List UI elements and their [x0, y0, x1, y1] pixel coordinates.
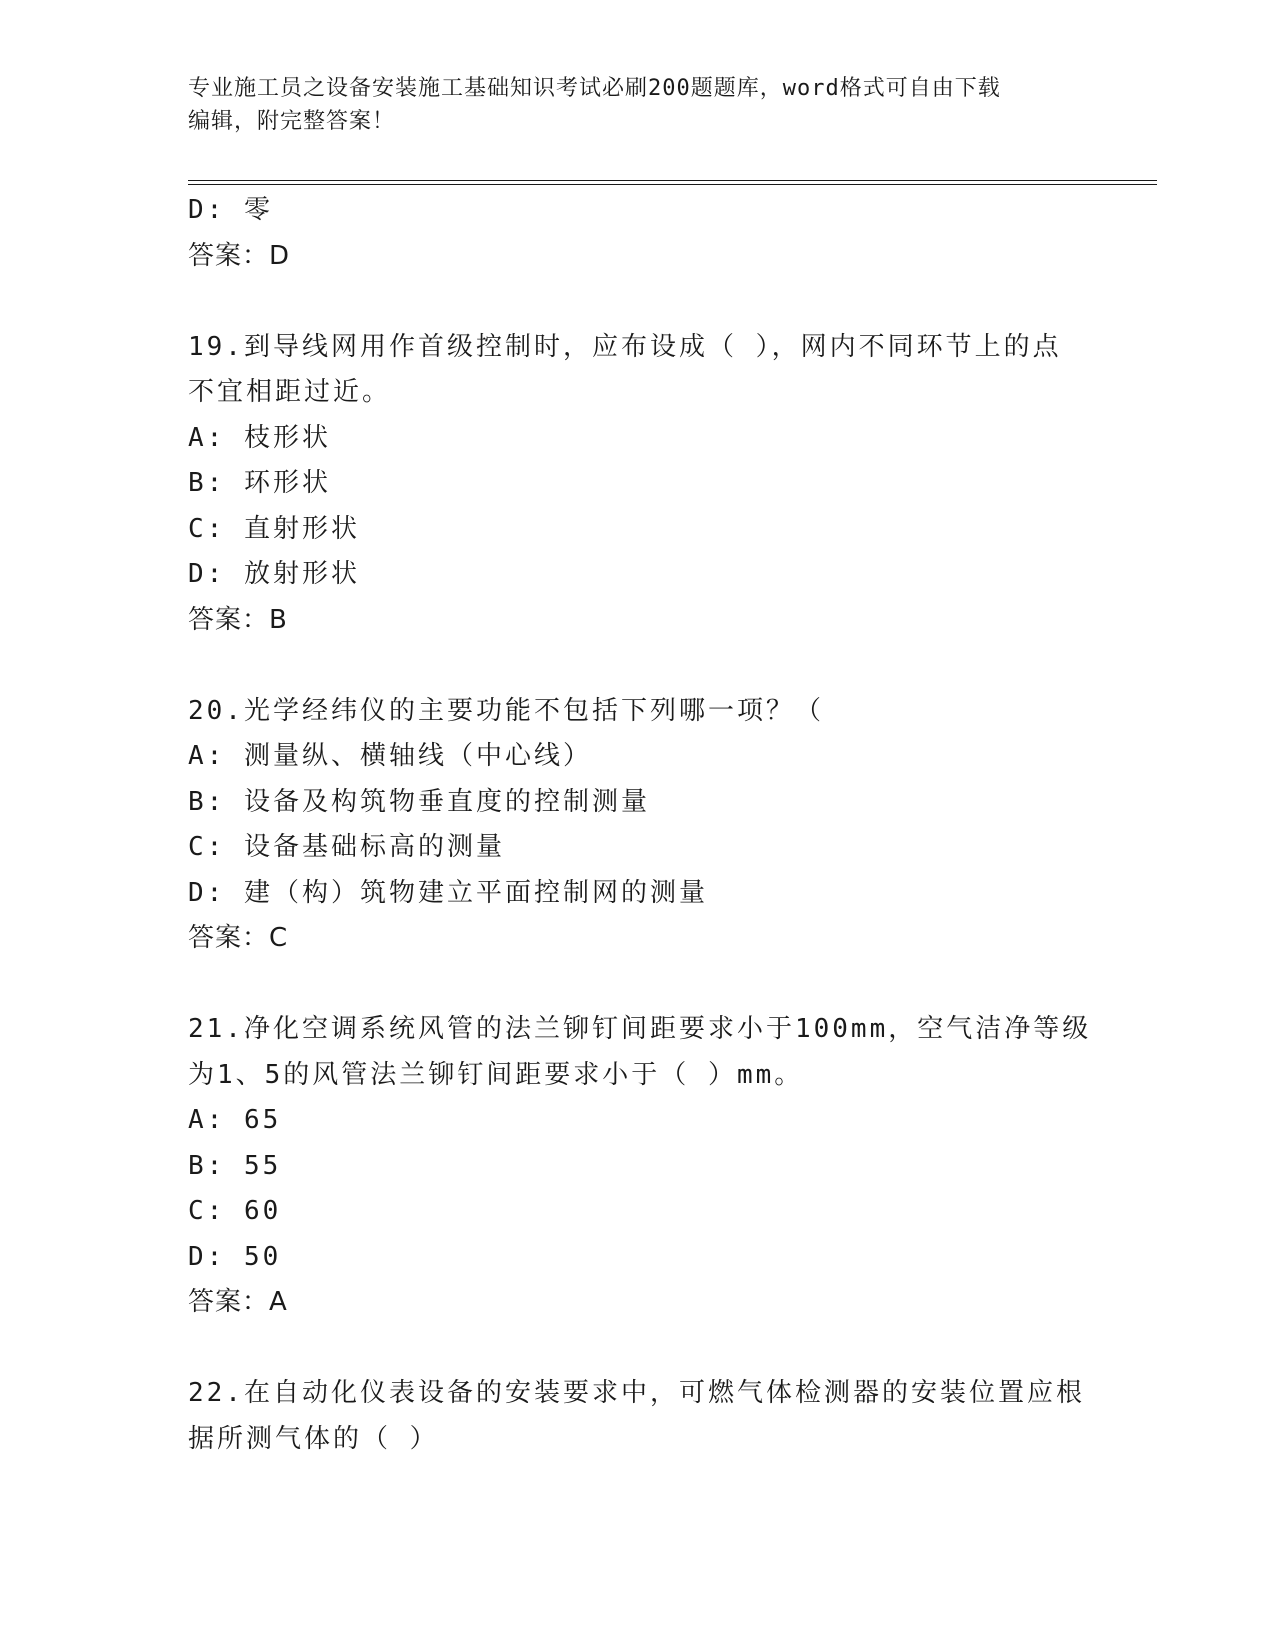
q20-option-d: D: 建（构）筑物建立平面控制网的测量: [188, 877, 708, 908]
q19-answer: 答案：B: [188, 604, 288, 635]
q20-option-c: C: 设备基础标高的测量: [188, 832, 505, 862]
prev-answer: 答案：D: [188, 240, 291, 271]
document-header: [188, 72, 1088, 138]
header-divider-bottom: [188, 184, 1157, 185]
q20-option-b: B: 设备及构筑物垂直度的控制测量: [188, 786, 650, 817]
spacer: [188, 643, 1088, 689]
q21-option-c: C: 60: [188, 1196, 282, 1226]
header-divider-top: [188, 180, 1157, 181]
q19-stem-line-2: 不宜相距过近。: [188, 377, 392, 407]
q21-stem-line-1: 21.净化空调系统风管的法兰铆钉间距要求小于100mm，空气洁净等级: [188, 1014, 1092, 1044]
spacer: [188, 1326, 1088, 1372]
q20-answer: 答案：C: [188, 923, 289, 953]
q21-answer: 答案：A: [188, 1287, 288, 1317]
q20-option-a: A: 测量纵、横轴线（中心线）: [188, 741, 592, 771]
prev-option-d: D: 零: [188, 195, 273, 225]
q19-option-b: B: 环形状: [188, 468, 331, 498]
q22-stem-line-2: 据所测气体的（ ）: [188, 1423, 439, 1454]
document-body: [188, 188, 1092, 1462]
spacer: [188, 962, 1088, 1008]
q19-stem-line-1: 19.到导线网用作首级控制时，应布设成（ ），网内不同环节上的点: [188, 331, 1062, 362]
q21-stem-line-2: 为1、5的风管法兰铆钉间距要求小于（ ）mm。: [188, 1059, 804, 1090]
q21-option-b: B: 55: [188, 1150, 282, 1181]
q21-option-a: A: 65: [188, 1105, 282, 1135]
q19-option-c: C: 直射形状: [188, 513, 360, 544]
header-line-1: 专业施工员之设备安装施工基础知识考试必刷200题题库，word格式可自由下载: [188, 76, 1001, 101]
q19-option-a: A: 枝形状: [188, 422, 331, 453]
q22-stem-line-1: 22.在自动化仪表设备的安装要求中，可燃气体检测器的安装位置应根: [188, 1378, 1085, 1408]
q21-option-d: D: 50: [188, 1241, 282, 1272]
q19-option-d: D: 放射形状: [188, 559, 360, 589]
q20-stem-line-1: 20.光学经纬仪的主要功能不包括下列哪一项？（: [188, 695, 824, 726]
header-line-2: 编辑，附完整答案！: [188, 109, 396, 134]
spacer: [188, 279, 1088, 325]
